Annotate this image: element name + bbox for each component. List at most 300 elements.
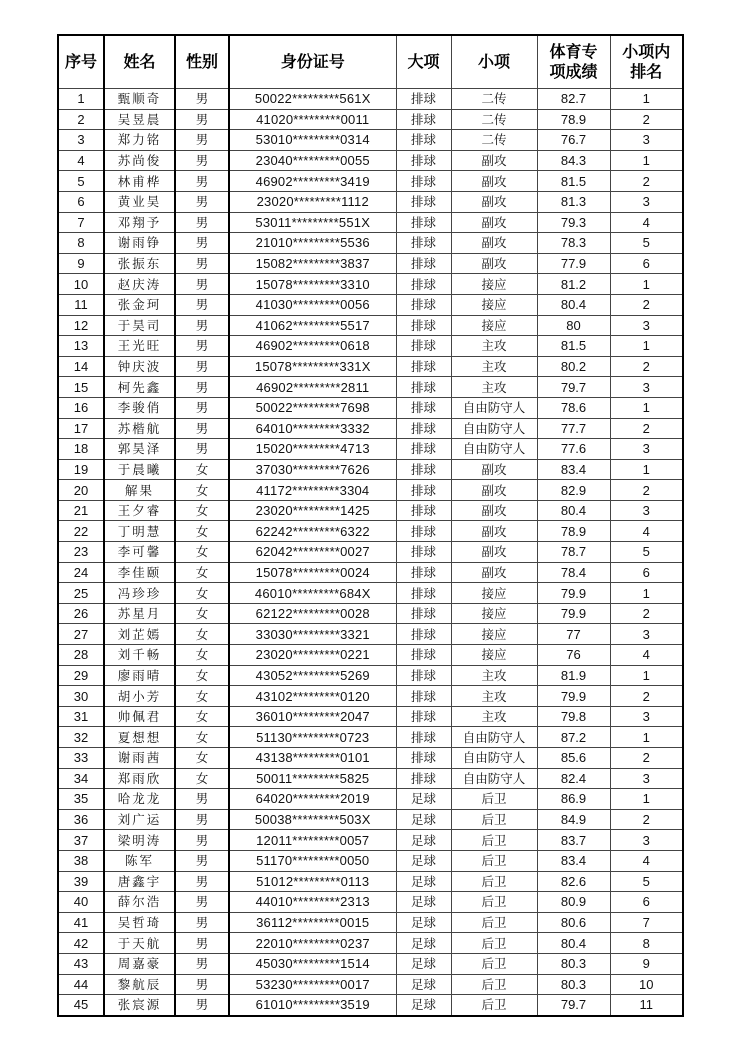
cell-subcategory[interactable]: 自由防守人 [451, 439, 537, 460]
cell-rank[interactable]: 7 [610, 912, 683, 933]
cell-rank[interactable]: 5 [610, 542, 683, 563]
cell-subcategory[interactable]: 后卫 [451, 974, 537, 995]
cell-rank[interactable]: 1 [610, 89, 683, 110]
cell-id-number[interactable]: 62042*********0027 [229, 542, 396, 563]
cell-name[interactable]: 哈龙龙 [104, 789, 175, 810]
cell-id-number[interactable]: 41172*********3304 [229, 480, 396, 501]
cell-rank[interactable]: 6 [610, 892, 683, 913]
cell-name[interactable]: 张振东 [104, 253, 175, 274]
cell-rank[interactable]: 2 [610, 171, 683, 192]
cell-serial[interactable]: 12 [58, 315, 104, 336]
cell-gender[interactable]: 男 [175, 995, 229, 1016]
cell-serial[interactable]: 41 [58, 912, 104, 933]
cell-serial[interactable]: 27 [58, 624, 104, 645]
cell-gender[interactable]: 男 [175, 974, 229, 995]
cell-id-number[interactable]: 61010*********3519 [229, 995, 396, 1016]
cell-category[interactable]: 排球 [396, 748, 451, 769]
cell-serial[interactable]: 34 [58, 768, 104, 789]
cell-category[interactable]: 排球 [396, 150, 451, 171]
cell-id-number[interactable]: 15020*********4713 [229, 439, 396, 460]
cell-category[interactable]: 排球 [396, 645, 451, 666]
cell-rank[interactable]: 11 [610, 995, 683, 1016]
cell-serial[interactable]: 16 [58, 397, 104, 418]
cell-category[interactable]: 排球 [396, 500, 451, 521]
cell-id-number[interactable]: 21010*********5536 [229, 233, 396, 254]
cell-serial[interactable]: 36 [58, 809, 104, 830]
cell-id-number[interactable]: 23040*********0055 [229, 150, 396, 171]
cell-score[interactable]: 84.3 [537, 150, 610, 171]
cell-name[interactable]: 夏想想 [104, 727, 175, 748]
cell-score[interactable]: 80.4 [537, 294, 610, 315]
cell-rank[interactable]: 4 [610, 645, 683, 666]
cell-rank[interactable]: 2 [610, 294, 683, 315]
cell-score[interactable]: 79.8 [537, 706, 610, 727]
cell-serial[interactable]: 32 [58, 727, 104, 748]
cell-rank[interactable]: 2 [610, 356, 683, 377]
cell-score[interactable]: 78.9 [537, 521, 610, 542]
cell-serial[interactable]: 45 [58, 995, 104, 1016]
cell-score[interactable]: 81.5 [537, 171, 610, 192]
cell-id-number[interactable]: 46902*********2811 [229, 377, 396, 398]
cell-subcategory[interactable]: 接应 [451, 274, 537, 295]
cell-category[interactable]: 排球 [396, 665, 451, 686]
cell-gender[interactable]: 男 [175, 418, 229, 439]
cell-serial[interactable]: 14 [58, 356, 104, 377]
cell-id-number[interactable]: 23020*********0221 [229, 645, 396, 666]
cell-id-number[interactable]: 43102*********0120 [229, 686, 396, 707]
cell-subcategory[interactable]: 副攻 [451, 212, 537, 233]
cell-category[interactable]: 足球 [396, 892, 451, 913]
cell-serial[interactable]: 7 [58, 212, 104, 233]
cell-rank[interactable]: 2 [610, 480, 683, 501]
cell-score[interactable]: 80 [537, 315, 610, 336]
cell-gender[interactable]: 男 [175, 191, 229, 212]
cell-serial[interactable]: 9 [58, 253, 104, 274]
cell-gender[interactable]: 男 [175, 892, 229, 913]
cell-subcategory[interactable]: 副攻 [451, 521, 537, 542]
cell-serial[interactable]: 8 [58, 233, 104, 254]
cell-rank[interactable]: 3 [610, 830, 683, 851]
cell-subcategory[interactable]: 后卫 [451, 871, 537, 892]
cell-gender[interactable]: 女 [175, 624, 229, 645]
cell-score[interactable]: 81.5 [537, 336, 610, 357]
cell-id-number[interactable]: 51170*********0050 [229, 850, 396, 871]
cell-score[interactable]: 83.4 [537, 459, 610, 480]
cell-score[interactable]: 85.6 [537, 748, 610, 769]
cell-subcategory[interactable]: 后卫 [451, 933, 537, 954]
cell-rank[interactable]: 2 [610, 809, 683, 830]
cell-gender[interactable]: 男 [175, 253, 229, 274]
cell-id-number[interactable]: 51130*********0723 [229, 727, 396, 748]
cell-serial[interactable]: 13 [58, 336, 104, 357]
cell-serial[interactable]: 15 [58, 377, 104, 398]
cell-gender[interactable]: 女 [175, 542, 229, 563]
cell-score[interactable]: 77 [537, 624, 610, 645]
cell-name[interactable]: 帅佩君 [104, 706, 175, 727]
cell-category[interactable]: 排球 [396, 397, 451, 418]
cell-category[interactable]: 排球 [396, 439, 451, 460]
cell-serial[interactable]: 18 [58, 439, 104, 460]
cell-category[interactable]: 排球 [396, 191, 451, 212]
cell-name[interactable]: 于晨曦 [104, 459, 175, 480]
cell-gender[interactable]: 男 [175, 871, 229, 892]
cell-subcategory[interactable]: 主攻 [451, 377, 537, 398]
cell-serial[interactable]: 23 [58, 542, 104, 563]
cell-serial[interactable]: 40 [58, 892, 104, 913]
cell-name[interactable]: 周嘉豪 [104, 953, 175, 974]
cell-name[interactable]: 梁明涛 [104, 830, 175, 851]
cell-id-number[interactable]: 41020*********0011 [229, 109, 396, 130]
cell-serial[interactable]: 44 [58, 974, 104, 995]
cell-id-number[interactable]: 43052*********5269 [229, 665, 396, 686]
cell-name[interactable]: 于昊司 [104, 315, 175, 336]
cell-name[interactable]: 苏星月 [104, 603, 175, 624]
cell-name[interactable]: 冯珍珍 [104, 583, 175, 604]
cell-score[interactable]: 82.6 [537, 871, 610, 892]
cell-category[interactable]: 足球 [396, 974, 451, 995]
cell-serial[interactable]: 33 [58, 748, 104, 769]
cell-name[interactable]: 苏尚俊 [104, 150, 175, 171]
cell-category[interactable]: 排球 [396, 233, 451, 254]
cell-score[interactable]: 79.7 [537, 377, 610, 398]
cell-rank[interactable]: 1 [610, 150, 683, 171]
cell-category[interactable]: 排球 [396, 562, 451, 583]
cell-rank[interactable]: 4 [610, 521, 683, 542]
cell-category[interactable]: 排球 [396, 727, 451, 748]
cell-serial[interactable]: 26 [58, 603, 104, 624]
cell-rank[interactable]: 2 [610, 603, 683, 624]
cell-subcategory[interactable]: 主攻 [451, 665, 537, 686]
cell-serial[interactable]: 39 [58, 871, 104, 892]
cell-subcategory[interactable]: 接应 [451, 583, 537, 604]
cell-name[interactable]: 柯先鑫 [104, 377, 175, 398]
cell-rank[interactable]: 1 [610, 789, 683, 810]
cell-score[interactable]: 79.9 [537, 583, 610, 604]
cell-category[interactable]: 排球 [396, 624, 451, 645]
cell-subcategory[interactable]: 副攻 [451, 191, 537, 212]
cell-subcategory[interactable]: 主攻 [451, 336, 537, 357]
cell-subcategory[interactable]: 后卫 [451, 809, 537, 830]
cell-score[interactable]: 77.7 [537, 418, 610, 439]
cell-category[interactable]: 排球 [396, 274, 451, 295]
cell-gender[interactable]: 男 [175, 315, 229, 336]
cell-id-number[interactable]: 41030*********0056 [229, 294, 396, 315]
cell-subcategory[interactable]: 自由防守人 [451, 397, 537, 418]
cell-name[interactable]: 唐鑫宇 [104, 871, 175, 892]
cell-rank[interactable]: 3 [610, 315, 683, 336]
cell-name[interactable]: 李可馨 [104, 542, 175, 563]
cell-serial[interactable]: 42 [58, 933, 104, 954]
cell-name[interactable]: 王夕睿 [104, 500, 175, 521]
cell-subcategory[interactable]: 主攻 [451, 356, 537, 377]
cell-rank[interactable]: 6 [610, 253, 683, 274]
cell-gender[interactable]: 男 [175, 830, 229, 851]
cell-serial[interactable]: 31 [58, 706, 104, 727]
cell-gender[interactable]: 男 [175, 109, 229, 130]
cell-id-number[interactable]: 23020*********1112 [229, 191, 396, 212]
cell-serial[interactable]: 29 [58, 665, 104, 686]
cell-id-number[interactable]: 64020*********2019 [229, 789, 396, 810]
cell-rank[interactable]: 4 [610, 850, 683, 871]
cell-subcategory[interactable]: 接应 [451, 603, 537, 624]
cell-gender[interactable]: 女 [175, 583, 229, 604]
cell-name[interactable]: 苏楷航 [104, 418, 175, 439]
cell-serial[interactable]: 17 [58, 418, 104, 439]
cell-score[interactable]: 76 [537, 645, 610, 666]
cell-id-number[interactable]: 36112*********0015 [229, 912, 396, 933]
cell-rank[interactable]: 6 [610, 562, 683, 583]
cell-score[interactable]: 78.4 [537, 562, 610, 583]
cell-gender[interactable]: 女 [175, 686, 229, 707]
cell-gender[interactable]: 男 [175, 212, 229, 233]
cell-subcategory[interactable]: 副攻 [451, 542, 537, 563]
cell-rank[interactable]: 2 [610, 418, 683, 439]
cell-serial[interactable]: 43 [58, 953, 104, 974]
cell-name[interactable]: 刘芷嫣 [104, 624, 175, 645]
cell-serial[interactable]: 22 [58, 521, 104, 542]
cell-category[interactable]: 足球 [396, 912, 451, 933]
cell-subcategory[interactable]: 副攻 [451, 500, 537, 521]
cell-name[interactable]: 张宸源 [104, 995, 175, 1016]
cell-name[interactable]: 吴昱晨 [104, 109, 175, 130]
cell-gender[interactable]: 女 [175, 665, 229, 686]
cell-rank[interactable]: 3 [610, 624, 683, 645]
cell-score[interactable]: 81.2 [537, 274, 610, 295]
cell-category[interactable]: 排球 [396, 253, 451, 274]
cell-category[interactable]: 足球 [396, 809, 451, 830]
cell-subcategory[interactable]: 后卫 [451, 850, 537, 871]
cell-id-number[interactable]: 50022*********561X [229, 89, 396, 110]
cell-id-number[interactable]: 33030*********3321 [229, 624, 396, 645]
cell-name[interactable]: 解果 [104, 480, 175, 501]
cell-score[interactable]: 83.4 [537, 850, 610, 871]
cell-category[interactable]: 排球 [396, 768, 451, 789]
cell-category[interactable]: 排球 [396, 336, 451, 357]
cell-gender[interactable]: 女 [175, 459, 229, 480]
cell-rank[interactable]: 3 [610, 130, 683, 151]
cell-category[interactable]: 排球 [396, 542, 451, 563]
cell-category[interactable]: 足球 [396, 995, 451, 1016]
cell-category[interactable]: 足球 [396, 953, 451, 974]
cell-name[interactable]: 王光旺 [104, 336, 175, 357]
cell-gender[interactable]: 女 [175, 521, 229, 542]
cell-id-number[interactable]: 12011*********0057 [229, 830, 396, 851]
cell-category[interactable]: 排球 [396, 294, 451, 315]
cell-subcategory[interactable]: 二传 [451, 89, 537, 110]
cell-rank[interactable]: 1 [610, 727, 683, 748]
cell-category[interactable]: 排球 [396, 356, 451, 377]
cell-id-number[interactable]: 15078*********3310 [229, 274, 396, 295]
cell-serial[interactable]: 10 [58, 274, 104, 295]
cell-gender[interactable]: 女 [175, 603, 229, 624]
cell-name[interactable]: 刘千畅 [104, 645, 175, 666]
cell-category[interactable]: 排球 [396, 315, 451, 336]
cell-gender[interactable]: 男 [175, 274, 229, 295]
cell-rank[interactable]: 9 [610, 953, 683, 974]
cell-id-number[interactable]: 46010*********684X [229, 583, 396, 604]
cell-category[interactable]: 排球 [396, 212, 451, 233]
cell-subcategory[interactable]: 副攻 [451, 150, 537, 171]
cell-score[interactable]: 78.9 [537, 109, 610, 130]
cell-name[interactable]: 于天航 [104, 933, 175, 954]
cell-gender[interactable]: 男 [175, 130, 229, 151]
cell-gender[interactable]: 男 [175, 150, 229, 171]
cell-gender[interactable]: 男 [175, 850, 229, 871]
cell-name[interactable]: 黄业昊 [104, 191, 175, 212]
cell-category[interactable]: 足球 [396, 850, 451, 871]
cell-gender[interactable]: 女 [175, 500, 229, 521]
cell-gender[interactable]: 男 [175, 336, 229, 357]
cell-score[interactable]: 77.6 [537, 439, 610, 460]
cell-score[interactable]: 78.3 [537, 233, 610, 254]
cell-name[interactable]: 胡小芳 [104, 686, 175, 707]
cell-category[interactable]: 排球 [396, 89, 451, 110]
cell-id-number[interactable]: 46902*********3419 [229, 171, 396, 192]
cell-score[interactable]: 80.3 [537, 974, 610, 995]
cell-category[interactable]: 排球 [396, 171, 451, 192]
cell-rank[interactable]: 2 [610, 686, 683, 707]
cell-id-number[interactable]: 15082*********3837 [229, 253, 396, 274]
cell-name[interactable]: 郑雨欣 [104, 768, 175, 789]
cell-id-number[interactable]: 50038*********503X [229, 809, 396, 830]
cell-score[interactable]: 84.9 [537, 809, 610, 830]
cell-id-number[interactable]: 15078*********331X [229, 356, 396, 377]
cell-id-number[interactable]: 53011*********551X [229, 212, 396, 233]
cell-id-number[interactable]: 45030*********1514 [229, 953, 396, 974]
cell-name[interactable]: 丁明慧 [104, 521, 175, 542]
cell-rank[interactable]: 5 [610, 871, 683, 892]
cell-name[interactable]: 廖雨晴 [104, 665, 175, 686]
cell-score[interactable]: 80.4 [537, 500, 610, 521]
cell-serial[interactable]: 3 [58, 130, 104, 151]
cell-serial[interactable]: 21 [58, 500, 104, 521]
cell-category[interactable]: 排球 [396, 109, 451, 130]
cell-id-number[interactable]: 53230*********0017 [229, 974, 396, 995]
cell-serial[interactable]: 2 [58, 109, 104, 130]
cell-score[interactable]: 83.7 [537, 830, 610, 851]
cell-subcategory[interactable]: 副攻 [451, 562, 537, 583]
cell-serial[interactable]: 35 [58, 789, 104, 810]
cell-serial[interactable]: 11 [58, 294, 104, 315]
cell-gender[interactable]: 女 [175, 645, 229, 666]
cell-category[interactable]: 排球 [396, 583, 451, 604]
cell-name[interactable]: 甄顺奇 [104, 89, 175, 110]
cell-id-number[interactable]: 51012*********0113 [229, 871, 396, 892]
cell-gender[interactable]: 男 [175, 356, 229, 377]
cell-serial[interactable]: 19 [58, 459, 104, 480]
cell-subcategory[interactable]: 自由防守人 [451, 748, 537, 769]
cell-subcategory[interactable]: 后卫 [451, 830, 537, 851]
cell-serial[interactable]: 37 [58, 830, 104, 851]
cell-name[interactable]: 刘广运 [104, 809, 175, 830]
cell-subcategory[interactable]: 接应 [451, 645, 537, 666]
cell-name[interactable]: 薛尔浩 [104, 892, 175, 913]
cell-gender[interactable]: 女 [175, 727, 229, 748]
cell-score[interactable]: 82.9 [537, 480, 610, 501]
cell-subcategory[interactable]: 二传 [451, 130, 537, 151]
cell-gender[interactable]: 女 [175, 706, 229, 727]
cell-rank[interactable]: 1 [610, 459, 683, 480]
cell-category[interactable]: 足球 [396, 871, 451, 892]
cell-id-number[interactable]: 44010*********2313 [229, 892, 396, 913]
cell-gender[interactable]: 男 [175, 953, 229, 974]
cell-id-number[interactable]: 64010*********3332 [229, 418, 396, 439]
cell-score[interactable]: 79.9 [537, 603, 610, 624]
cell-rank[interactable]: 3 [610, 768, 683, 789]
cell-score[interactable]: 80.3 [537, 953, 610, 974]
cell-rank[interactable]: 1 [610, 336, 683, 357]
cell-rank[interactable]: 8 [610, 933, 683, 954]
cell-gender[interactable]: 男 [175, 912, 229, 933]
cell-id-number[interactable]: 22010*********0237 [229, 933, 396, 954]
cell-subcategory[interactable]: 副攻 [451, 171, 537, 192]
cell-rank[interactable]: 3 [610, 439, 683, 460]
cell-gender[interactable]: 男 [175, 233, 229, 254]
cell-gender[interactable]: 男 [175, 933, 229, 954]
cell-subcategory[interactable]: 后卫 [451, 892, 537, 913]
cell-rank[interactable]: 2 [610, 109, 683, 130]
cell-serial[interactable]: 25 [58, 583, 104, 604]
cell-serial[interactable]: 24 [58, 562, 104, 583]
cell-serial[interactable]: 1 [58, 89, 104, 110]
cell-name[interactable]: 黎航辰 [104, 974, 175, 995]
cell-name[interactable]: 邓翔予 [104, 212, 175, 233]
cell-rank[interactable]: 3 [610, 191, 683, 212]
cell-category[interactable]: 排球 [396, 418, 451, 439]
cell-score[interactable]: 80.4 [537, 933, 610, 954]
cell-subcategory[interactable]: 二传 [451, 109, 537, 130]
cell-category[interactable]: 排球 [396, 459, 451, 480]
cell-score[interactable]: 77.9 [537, 253, 610, 274]
cell-gender[interactable]: 女 [175, 480, 229, 501]
cell-rank[interactable]: 1 [610, 583, 683, 604]
cell-subcategory[interactable]: 副攻 [451, 459, 537, 480]
cell-gender[interactable]: 女 [175, 768, 229, 789]
cell-id-number[interactable]: 15078*********0024 [229, 562, 396, 583]
cell-rank[interactable]: 3 [610, 377, 683, 398]
cell-score[interactable]: 80.2 [537, 356, 610, 377]
cell-gender[interactable]: 男 [175, 171, 229, 192]
cell-name[interactable]: 李佳颐 [104, 562, 175, 583]
cell-subcategory[interactable]: 副攻 [451, 480, 537, 501]
cell-category[interactable]: 足球 [396, 933, 451, 954]
cell-rank[interactable]: 10 [610, 974, 683, 995]
cell-category[interactable]: 排球 [396, 521, 451, 542]
cell-serial[interactable]: 28 [58, 645, 104, 666]
cell-subcategory[interactable]: 接应 [451, 294, 537, 315]
cell-id-number[interactable]: 37030*********7626 [229, 459, 396, 480]
cell-score[interactable]: 79.3 [537, 212, 610, 233]
cell-serial[interactable]: 5 [58, 171, 104, 192]
cell-rank[interactable]: 2 [610, 748, 683, 769]
cell-name[interactable]: 李骏俏 [104, 397, 175, 418]
cell-score[interactable]: 80.6 [537, 912, 610, 933]
cell-subcategory[interactable]: 后卫 [451, 912, 537, 933]
cell-rank[interactable]: 1 [610, 397, 683, 418]
cell-name[interactable]: 林甫桦 [104, 171, 175, 192]
cell-score[interactable]: 79.9 [537, 686, 610, 707]
cell-serial[interactable]: 4 [58, 150, 104, 171]
cell-gender[interactable]: 男 [175, 789, 229, 810]
cell-subcategory[interactable]: 自由防守人 [451, 418, 537, 439]
cell-rank[interactable]: 5 [610, 233, 683, 254]
cell-name[interactable]: 郑力铭 [104, 130, 175, 151]
cell-score[interactable]: 81.3 [537, 191, 610, 212]
cell-name[interactable]: 钟庆波 [104, 356, 175, 377]
cell-name[interactable]: 吴哲琦 [104, 912, 175, 933]
cell-id-number[interactable]: 50022*********7698 [229, 397, 396, 418]
cell-gender[interactable]: 男 [175, 294, 229, 315]
